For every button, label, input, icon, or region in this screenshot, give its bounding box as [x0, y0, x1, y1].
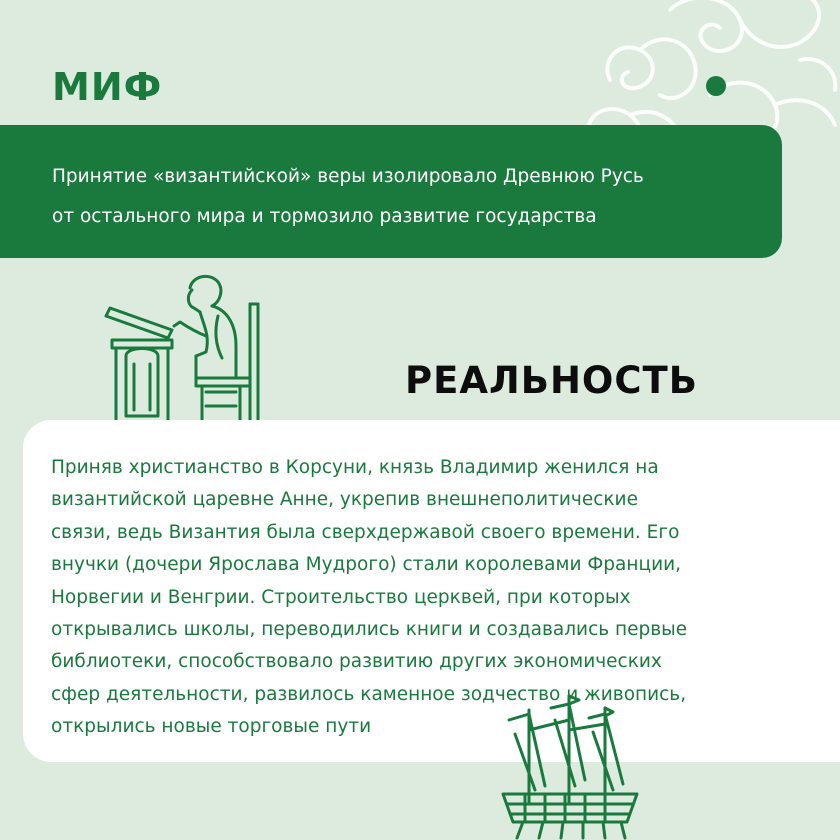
scribe-at-desk-icon	[100, 266, 270, 426]
sailing-ship-icon	[495, 690, 645, 840]
reality-text-line: Приняв христианство в Корсуни, князь Владимир женился на	[51, 457, 659, 478]
myth-title: МИФ	[52, 65, 163, 109]
reality-title: РЕАЛЬНОСТЬ	[405, 359, 698, 402]
reality-card	[23, 420, 840, 762]
reality-text-line: Норвегии и Венгрии. Строительство церквей, при которых	[51, 586, 631, 608]
reality-text-line: византийской царевне Анне, укрепив внешнеполитические	[51, 489, 638, 511]
reality-text-line: внучки (дочери Ярослава Мудрого) стали королевами Франции,	[51, 554, 682, 576]
reality-text-line: сфер деятельности, развилось каменное зодчество и живопись,	[51, 683, 687, 705]
reality-text-line: связи, ведь Византия была сверхдержавой своего времени. Его	[51, 521, 680, 543]
reality-text-line: открылись новые торговые пути	[51, 716, 372, 738]
reality-text	[51, 452, 796, 744]
accent-dot	[706, 76, 726, 96]
myth-text-line: от остального мира и тормозило развитие государства	[52, 206, 597, 227]
myth-text-line: Принятие «византийской» веры изолировало Древнюю Русь	[52, 166, 644, 187]
reality-text-line: открывались школы, переводились книги и создавались первые	[51, 619, 688, 641]
reality-text-line: библиотеки, способствовало развитию других экономических	[51, 651, 662, 673]
myth-text	[52, 157, 782, 237]
myth-card	[0, 125, 782, 258]
